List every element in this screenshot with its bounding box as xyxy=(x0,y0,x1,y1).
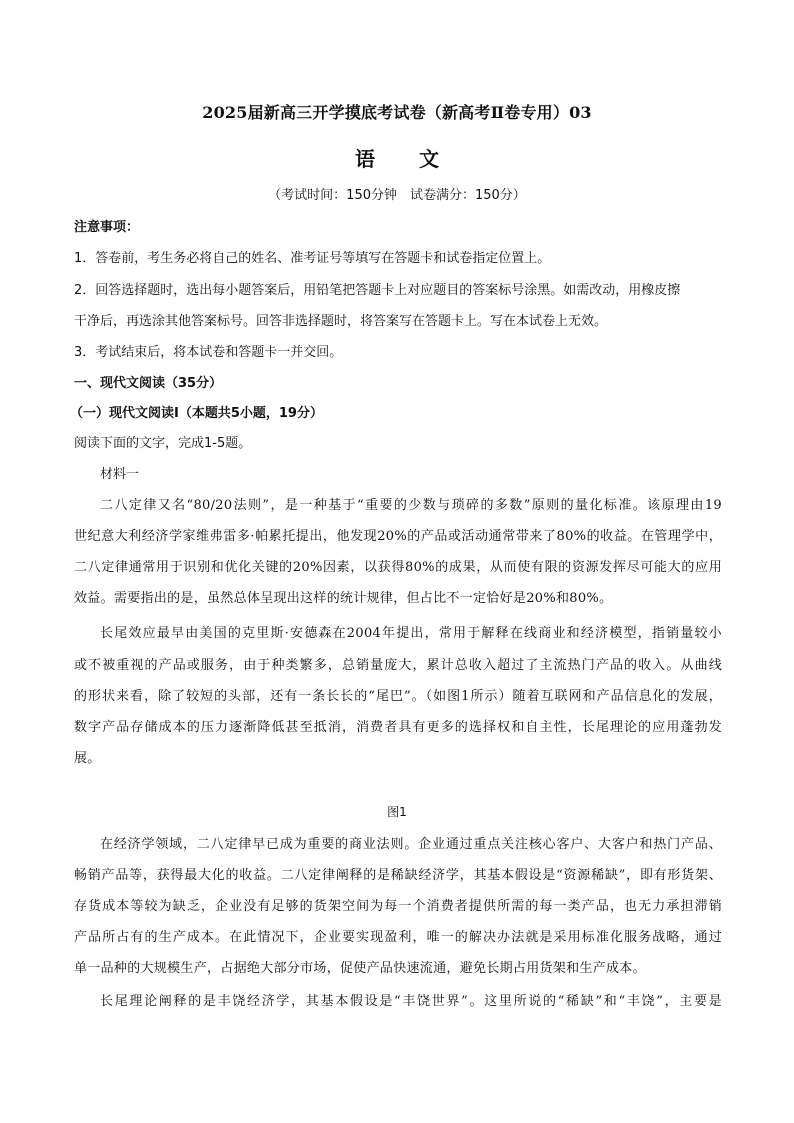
paragraph-2-line-2: 或不被重视的产品或服务，由于种类繁多，总销量庞大，累计总收入超过了主流热门产品的收入。从曲线 xyxy=(74,658,722,673)
note-item-2-line-2: 干净后，再选涂其他答案标号。回答非选择题时，将答案写在答题卡上。写在本试卷上无效。 xyxy=(74,314,608,329)
material-label: 材料一 xyxy=(100,467,140,482)
paragraph-3-line-1: 在经济学领域，二八定律早已成为重要的商业法则。企业通过重点关注核心客户、大客户和热门产品、 xyxy=(100,837,722,852)
paragraph-1-line-3: 二八定律通常用于识别和优化关键的20%因素，以获得80%的成果，从而使有限的资源发挥尽可能大的应用 xyxy=(74,560,722,575)
section-heading: 一、现代文阅读（35分） xyxy=(74,376,223,391)
subject-title xyxy=(0,143,794,172)
paragraph-3-line-5: 单一品种的大规模生产，占据绝大部分市场，促使产品快速流通，避免长期占用货架和生产成本。 xyxy=(74,961,646,976)
paragraph-3-line-4: 产品所占有的生产成本。在此情况下，企业要实现盈利，唯一的解决办法就是采用标准化服务战略，通过 xyxy=(74,930,722,945)
subsection-heading: （一）现代文阅读Ⅰ（本题共5小题，19分） xyxy=(70,406,323,421)
note-item-2-line-1: 2．回答选择题时，选出每小题答案后，用铅笔把答题卡上对应题目的答案标号涂黑。如需改动，用橡皮擦 xyxy=(74,283,681,298)
subject-char-1: 语 xyxy=(355,147,375,171)
paragraph-1-line-4: 效益。需要指出的是，虽然总体呈现出这样的统计规律，但占比不一定恰好是20%和80%。 xyxy=(74,591,613,606)
notes-heading: 注意事项： xyxy=(74,220,140,235)
paragraph-3-line-2: 畅销产品等，获得最大化的收益。二八定律阐释的是稀缺经济学，其基本假设是“资源稀缺”，即有形货架、 xyxy=(74,868,722,883)
exam-title: 2025届新高三开学摸底考试卷（新高考Ⅱ卷专用）03 xyxy=(202,103,592,122)
paragraph-2-line-4: 数字产品存储成本的压力逐渐降低甚至抵消，消费者具有更多的选择权和自主性，长尾理论的应用蓬勃发 xyxy=(74,720,722,735)
note-item-3: 3．考试结束后，将本试卷和答题卡一并交回。 xyxy=(74,345,343,360)
paragraph-4-line-1: 长尾理论阐释的是丰饶经济学，其基本假设是“丰饶世界”。这里所说的“稀缺”和“丰饶”，主要是 xyxy=(100,994,722,1009)
subject-char-2: 文 xyxy=(419,147,439,171)
paragraph-2-line-1: 长尾效应最早由美国的克里斯·安德森在2004年提出，常用于解释在线商业和经济模型，指销量较小 xyxy=(100,626,722,641)
paragraph-1-line-1: 二八定律又名“80/20法则”，是一种基于“重要的少数与琐碎的多数”原则的量化标准。该原理由19 xyxy=(100,498,722,513)
paragraph-2-line-5: 展。 xyxy=(74,751,101,766)
paragraph-1-line-2: 世纪意大利经济学家维弗雷多·帕累托提出，他发现20%的产品或活动通常带来了80%的收益。在管理学中， xyxy=(74,529,722,544)
paragraph-2-line-3: 的形状来看，除了较短的头部，还有一条长长的“尾巴”。（如图1所示）随着互联网和产品信息化的发展， xyxy=(74,689,722,704)
note-item-1: 1．答卷前，考生务必将自己的姓名、准考证号等填写在答题卡和试卷指定位置上。 xyxy=(74,251,551,266)
exam-time-info: （考试时间：150分钟 试卷满分：150分） xyxy=(268,188,526,203)
figure-1-caption: 图1 xyxy=(387,805,407,819)
paragraph-3-line-3: 存货成本等较为缺乏，企业没有足够的货架空间为每一个消费者提供所需的每一类产品，也无力承担滞销 xyxy=(74,899,722,914)
figure-1-area xyxy=(74,768,722,798)
reading-instruction: 阅读下面的文字，完成1-5题。 xyxy=(74,436,252,451)
